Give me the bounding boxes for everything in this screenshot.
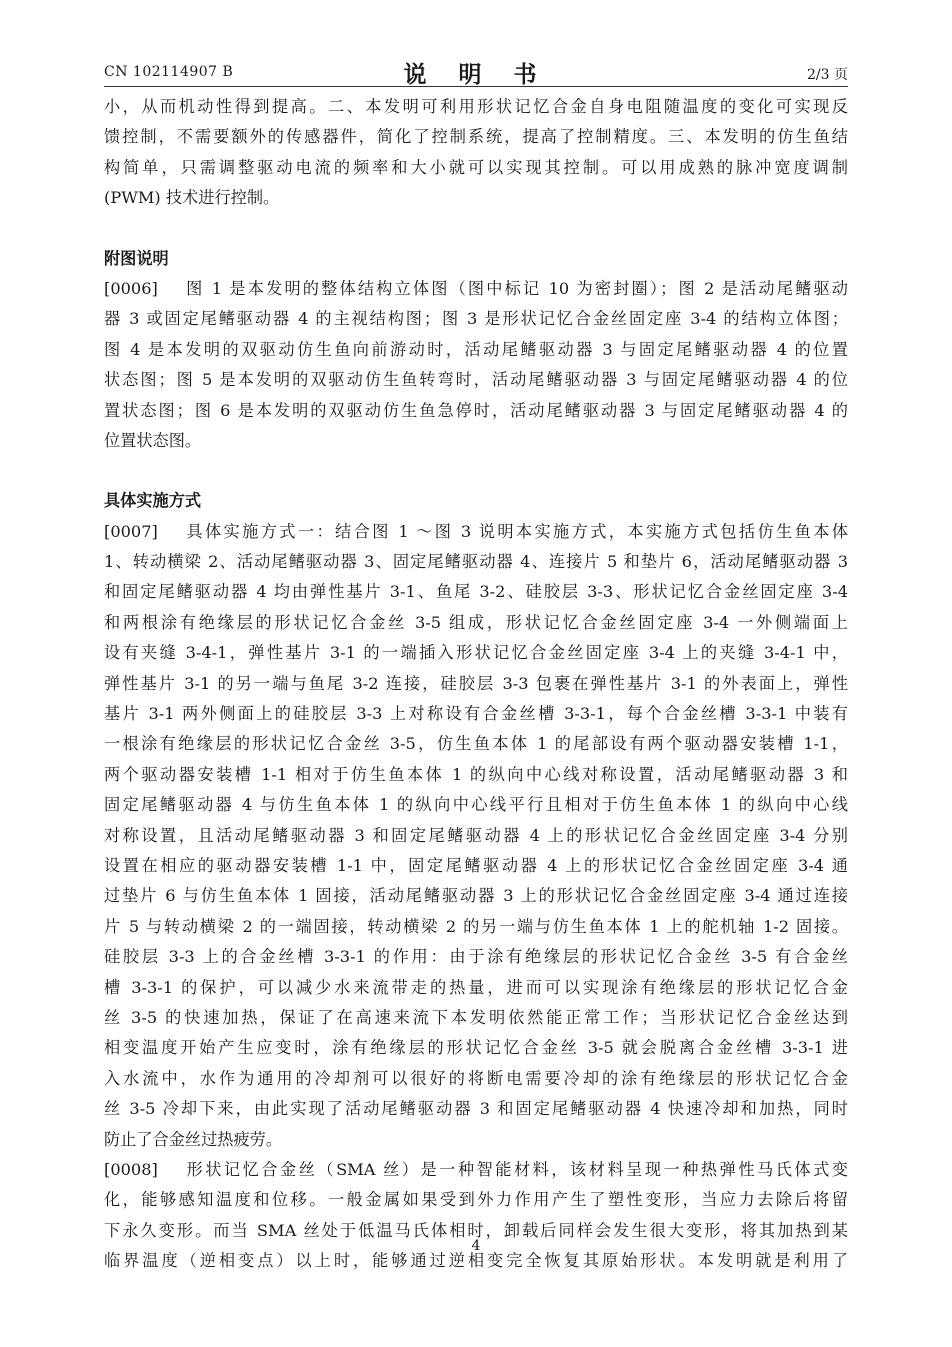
document-title: 说 明 书: [403, 61, 549, 88]
text-line: 和两根涂有绝缘层的形状记忆合金丝 3-5 组成，形状记忆合金丝固定座 3-4 一外侧端面上: [104, 612, 848, 632]
section-spacer: [104, 214, 848, 244]
text-line: 构简单，只需调整驱动电流的频率和大小就可以实现其控制。可以用成熟的脉冲宽度调制: [104, 157, 848, 177]
page-number: 4: [471, 1238, 481, 1254]
text-line: 弹性基片 3-1 的另一端与鱼尾 3-2 连接，硅胶层 3-3 包裹在弹性基片 3-1 的外表面上，弹性: [104, 673, 848, 693]
patent-number: CN 102114907 B: [104, 64, 234, 80]
text-line: 馈控制，不需要额外的传感器件，简化了控制系统，提高了控制精度。三、本发明的仿生鱼结: [104, 127, 848, 147]
text-line: 器 3 或固定尾鳍驱动器 4 的主视结构图；图 3 是形状记忆合金丝固定座 3-4 的结构立体图；: [104, 309, 848, 329]
paragraph-number: [0006]: [104, 278, 158, 298]
text-line: [104, 517, 848, 547]
text-line: 丝 3-5 冷却下来，由此实现了活动尾鳍驱动器 3 和固定尾鳍驱动器 4 快速冷却和加热，同时: [104, 1099, 848, 1119]
text-line: 入水流中，水作为通用的冷却剂可以很好的将断电需要冷却的涂有绝缘层的形状记忆合金: [104, 1068, 848, 1088]
text-line: 丝 3-5 的快速加热，保证了在高速来流下本发明依然能正常工作；当形状记忆合金丝达到: [104, 1007, 848, 1027]
paragraph-number: [0008]: [104, 1159, 158, 1179]
text-line: 化，能够感知温度和位移。一般金属如果受到外力作用产生了塑性变形，当应力去除后将留: [104, 1190, 848, 1210]
text-line: [104, 274, 848, 304]
header-rule: [104, 86, 848, 87]
text-line: 设有夹缝 3-4-1，弹性基片 3-1 的一端插入形状记忆合金丝固定座 3-4 上的夹缝 3-4-1 中，: [104, 643, 848, 663]
paragraph-0007: [104, 517, 848, 1155]
text-line: 过垫片 6 与仿生鱼本体 1 固接，活动尾鳍驱动器 3 上的形状记忆合金丝固定座 3-4 通过连接: [104, 886, 848, 906]
section-figure-description: [104, 244, 848, 457]
document-body: [104, 92, 848, 1276]
section-heading: 附图说明: [104, 248, 169, 268]
text-line: 1、转动横梁 2、活动尾鳍驱动器 3、固定尾鳍驱动器 4、连接片 5 和垫片 6，活动尾鳍驱动器 3: [104, 552, 848, 572]
page-indicator: 2/3 页: [807, 67, 848, 83]
text-line: 对称设置，且活动尾鳍驱动器 3 和固定尾鳍驱动器 4 上的形状记忆合金丝固定座 3-4 分别: [104, 825, 848, 845]
page-header: [104, 56, 848, 86]
text-line: 小，从而机动性得到提高。二、本发明可利用形状记忆合金自身电阻随温度的变化可实现反: [104, 97, 848, 116]
text-line: 一根涂有绝缘层的形状记忆合金丝 3-5，仿生鱼本体 1 的尾部设有两个驱动器安装槽 1-1，: [104, 734, 848, 754]
text-line: 防止了合金丝过热疲劳。: [104, 1129, 283, 1149]
line-text: 具体实施方式一：结合图 1 ～图 3 说明本实施方式，本实施方式包括仿生鱼本体: [184, 521, 848, 541]
paragraph-number: [0007]: [104, 521, 158, 541]
paragraph-0006: [104, 274, 848, 456]
text-line: 下永久变形。而当 SMA 丝处于低温马氏体相时，卸载后同样会发生很大变形，将其加热到某: [104, 1220, 848, 1240]
section-embodiments: [104, 486, 848, 1276]
text-line: 和固定尾鳍驱动器 4 均由弹性基片 3-1、鱼尾 3-2、硅胶层 3-3、形状记忆合金丝固定座 3-4: [104, 582, 848, 602]
text-line: 置状态图；图 6 是本发明的双驱动仿生鱼急停时，活动尾鳍驱动器 3 与固定尾鳍驱动器 4 的: [104, 400, 848, 420]
text-line: 临界温度（逆相变点）以上时，能够通过逆相变完全恢复其原始形状。本发明就是利用了: [104, 1251, 848, 1271]
section-spacer: [104, 456, 848, 486]
text-line: [104, 1155, 848, 1185]
text-line: 位置状态图。: [104, 430, 202, 450]
text-line: 相变温度开始产生应变时，涂有绝缘层的形状记忆合金丝 3-5 就会脱离合金丝槽 3-3-1 进: [104, 1038, 848, 1058]
line-text: 图 1 是本发明的整体结构立体图（图中标记 10 为密封圈）；图 2 是活动尾鳍驱动: [184, 278, 848, 298]
text-line: (PWM) 技术进行控制。: [104, 188, 280, 208]
text-line: 状态图；图 5 是本发明的双驱动仿生鱼转弯时，活动尾鳍驱动器 3 与固定尾鳍驱动器 4 的位: [104, 370, 848, 390]
text-line: 设置在相应的驱动器安装槽 1-1 中，固定尾鳍驱动器 4 上的形状记忆合金丝固定座 3-4 通: [104, 855, 848, 875]
intro-paragraph: [104, 92, 848, 214]
text-line: 固定尾鳍驱动器 4 与仿生鱼本体 1 的纵向中心线平行且相对于仿生鱼本体 1 的纵向中心线: [104, 795, 848, 815]
text-line: 槽 3-3-1 的保护，可以减少水来流带走的热量，进而可以实现涂有绝缘层的形状记忆合金: [104, 977, 848, 997]
text-line: 基片 3-1 两外侧面上的硅胶层 3-3 上对称设有合金丝槽 3-3-1，每个合金丝槽 3-3-1 中装有: [104, 704, 848, 724]
line-text: 形状记忆合金丝（SMA 丝）是一种智能材料，该材料呈现一种热弹性马氏体式变: [184, 1159, 848, 1179]
text-line: 片 5 与转动横梁 2 的一端固接，转动横梁 2 的另一端与仿生鱼本体 1 上的舵机轴 1-2 固接。: [104, 916, 848, 936]
text-line: 硅胶层 3-3 上的合金丝槽 3-3-1 的作用：由于涂有绝缘层的形状记忆合金丝 3-5 有合金丝: [104, 947, 848, 967]
paragraph-0008: [104, 1155, 848, 1277]
section-heading: 具体实施方式: [104, 491, 202, 511]
text-line: 图 4 是本发明的双驱动仿生鱼向前游动时，活动尾鳍驱动器 3 与固定尾鳍驱动器 4 的位置: [104, 339, 848, 359]
text-line: 两个驱动器安装槽 1-1 相对于仿生鱼本体 1 的纵向中心线对称设置，活动尾鳍驱动器 3 和: [104, 764, 848, 784]
